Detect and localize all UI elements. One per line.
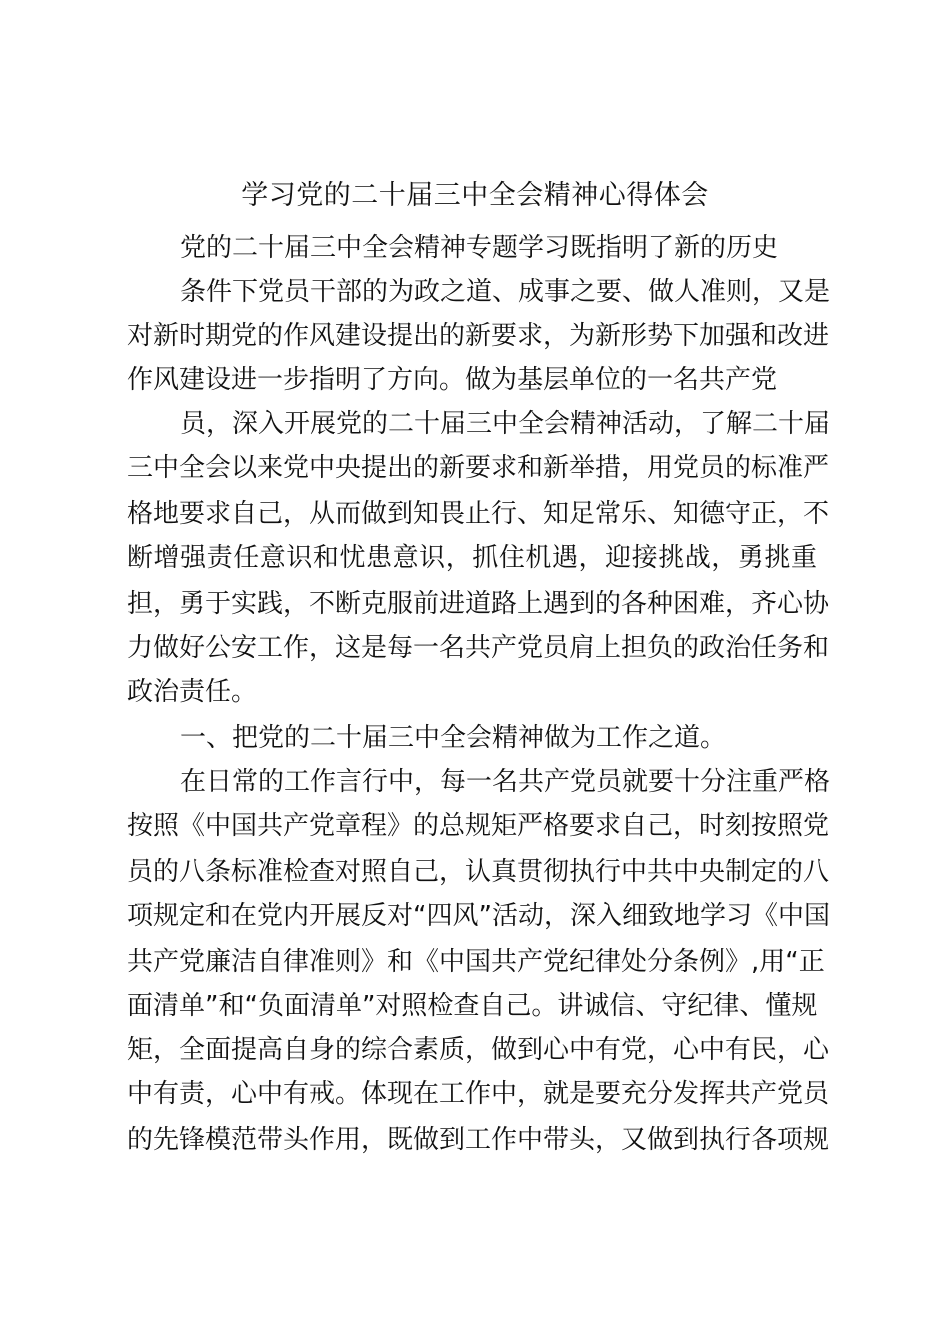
text-line: 作风建设进一步指明了方向。做为基层单位的一名共产党	[127, 365, 778, 395]
text-line: 担，勇于实践，不断克服前进道路上遇到的各种困难，齐心协	[127, 589, 830, 619]
text-line: 矩，全面提高自身的综合素质，做到心中有党，心中有民，心	[127, 1035, 830, 1065]
text-line: 断增强责任意识和忧患意识，抓住机遇，迎接挑战，勇挑重	[127, 543, 817, 573]
document-title: 学习党的二十届三中全会精神心得体会	[241, 180, 709, 211]
text-line: 三中全会以来党中央提出的新要求和新举措，用党员的标准严	[127, 453, 830, 483]
text-line: 政治责任。	[127, 677, 258, 707]
text-line: 员的八条标准检查对照自己，认真贯彻执行中共中央制定的八	[127, 857, 830, 887]
text-line: 共产党廉洁自律准则》和《中国共产党纪律处分条例》,用“正	[127, 947, 825, 977]
text-line: 项规定和在党内开展反对“四风”活动，深入细致地学习《中国	[127, 901, 830, 931]
text-line: 面清单”和“负面清单”对照检查自己。讲诚信、守纪律、懂规	[127, 991, 818, 1021]
text-line: 员，深入开展党的二十届三中全会精神活动，了解二十届	[180, 409, 831, 439]
text-line: 条件下党员干部的为政之道、成事之要、做人准则，又是	[180, 277, 831, 307]
section-heading: 一、把党的二十届三中全会精神做为工作之道。	[180, 723, 727, 753]
text-line: 党的二十届三中全会精神专题学习既指明了新的历史	[180, 233, 779, 263]
text-line: 格地要求自己，从而做到知畏止行、知足常乐、知德守正，不	[127, 499, 830, 529]
text-line: 力做好公安工作，这是每一名共产党员肩上担负的政治任务和	[127, 633, 830, 663]
text-line: 中有责，心中有戒。体现在工作中，就是要充分发挥共产党员	[127, 1079, 830, 1109]
text-line: 在日常的工作言行中，每一名共产党员就要十分注重严格	[180, 767, 831, 797]
text-line: 对新时期党的作风建设提出的新要求，为新形势下加强和改进	[127, 321, 830, 351]
text-line: 的先锋模范带头作用，既做到工作中带头，又做到执行各项规	[127, 1125, 830, 1155]
text-line: 按照《中国共产党章程》的总规矩严格要求自己，时刻按照党	[127, 811, 830, 841]
